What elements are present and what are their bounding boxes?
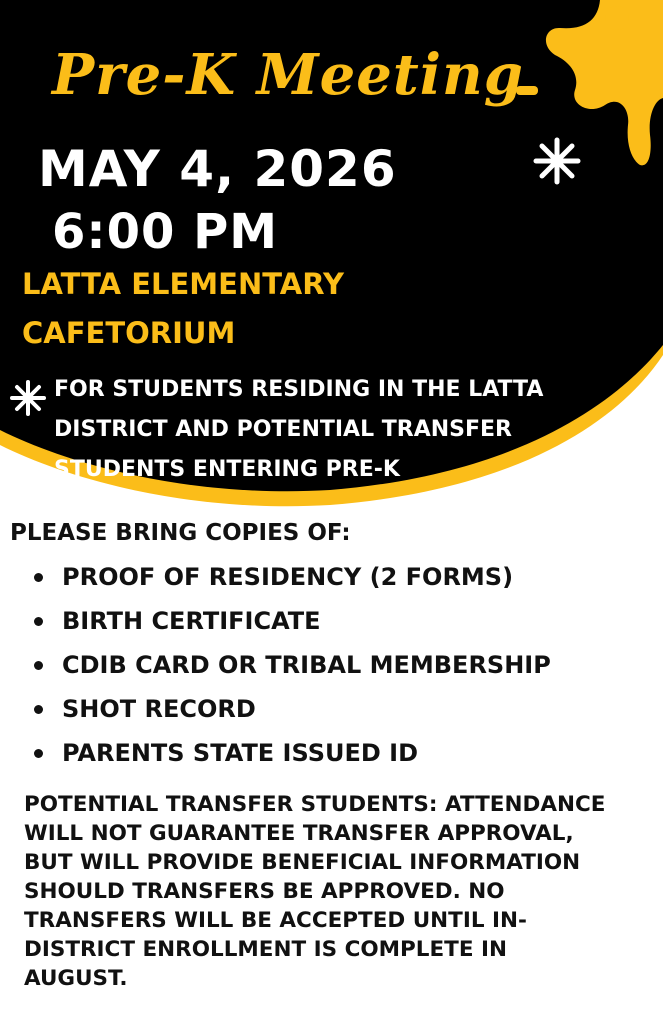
list-item <box>30 692 551 736</box>
bullet-icon <box>34 617 43 626</box>
list-item <box>30 736 551 780</box>
note-line: SHOULD TRANSFERS BE APPROVED. NO <box>24 879 505 904</box>
event-time: 6:00 PM <box>52 204 279 260</box>
note-line: TRANSFERS WILL BE ACCEPTED UNTIL IN- <box>24 908 527 933</box>
eligibility-line: STUDENTS ENTERING PRE-K <box>54 457 400 482</box>
venue-name: LATTA ELEMENTARY <box>22 267 344 301</box>
note-line: POTENTIAL TRANSFER STUDENTS: ATTENDANCE <box>24 792 606 817</box>
bring-heading: PLEASE BRING COPIES OF: <box>10 520 351 546</box>
list-item <box>30 560 551 604</box>
note-line: WILL NOT GUARANTEE TRANSFER APPROVAL, <box>24 821 574 846</box>
bullet-icon <box>34 749 43 758</box>
eligibility-line: FOR STUDENTS RESIDING IN THE LATTA <box>54 377 544 402</box>
list-item-label: BIRTH CERTIFICATE <box>62 607 321 635</box>
bullet-icon <box>34 661 43 670</box>
note-line: DISTRICT ENROLLMENT IS COMPLETE IN <box>24 937 508 962</box>
bullet-icon <box>34 705 43 714</box>
sparkle-icon <box>12 382 44 414</box>
flyer-title: Pre-K Meeting <box>52 42 524 108</box>
sparkle-icon <box>536 140 578 182</box>
list-item <box>30 604 551 648</box>
note-line: BUT WILL PROVIDE BENEFICIAL INFORMATION <box>24 850 581 875</box>
eligibility-line: DISTRICT AND POTENTIAL TRANSFER <box>54 417 512 442</box>
list-item-label: CDIB CARD OR TRIBAL MEMBERSHIP <box>62 651 551 679</box>
list-item-label: SHOT RECORD <box>62 695 256 723</box>
bring-list <box>30 560 551 780</box>
eligibility-text <box>54 370 543 490</box>
bullet-icon <box>34 573 43 582</box>
venue-room: CAFETORIUM <box>22 316 236 350</box>
note-line: AUGUST. <box>24 966 128 991</box>
list-item-label: PARENTS STATE ISSUED ID <box>62 739 418 767</box>
event-date: MAY 4, 2026 <box>38 140 397 198</box>
transfer-note <box>24 790 605 993</box>
list-item-label: PROOF OF RESIDENCY (2 FORMS) <box>62 563 514 591</box>
list-item <box>30 648 551 692</box>
